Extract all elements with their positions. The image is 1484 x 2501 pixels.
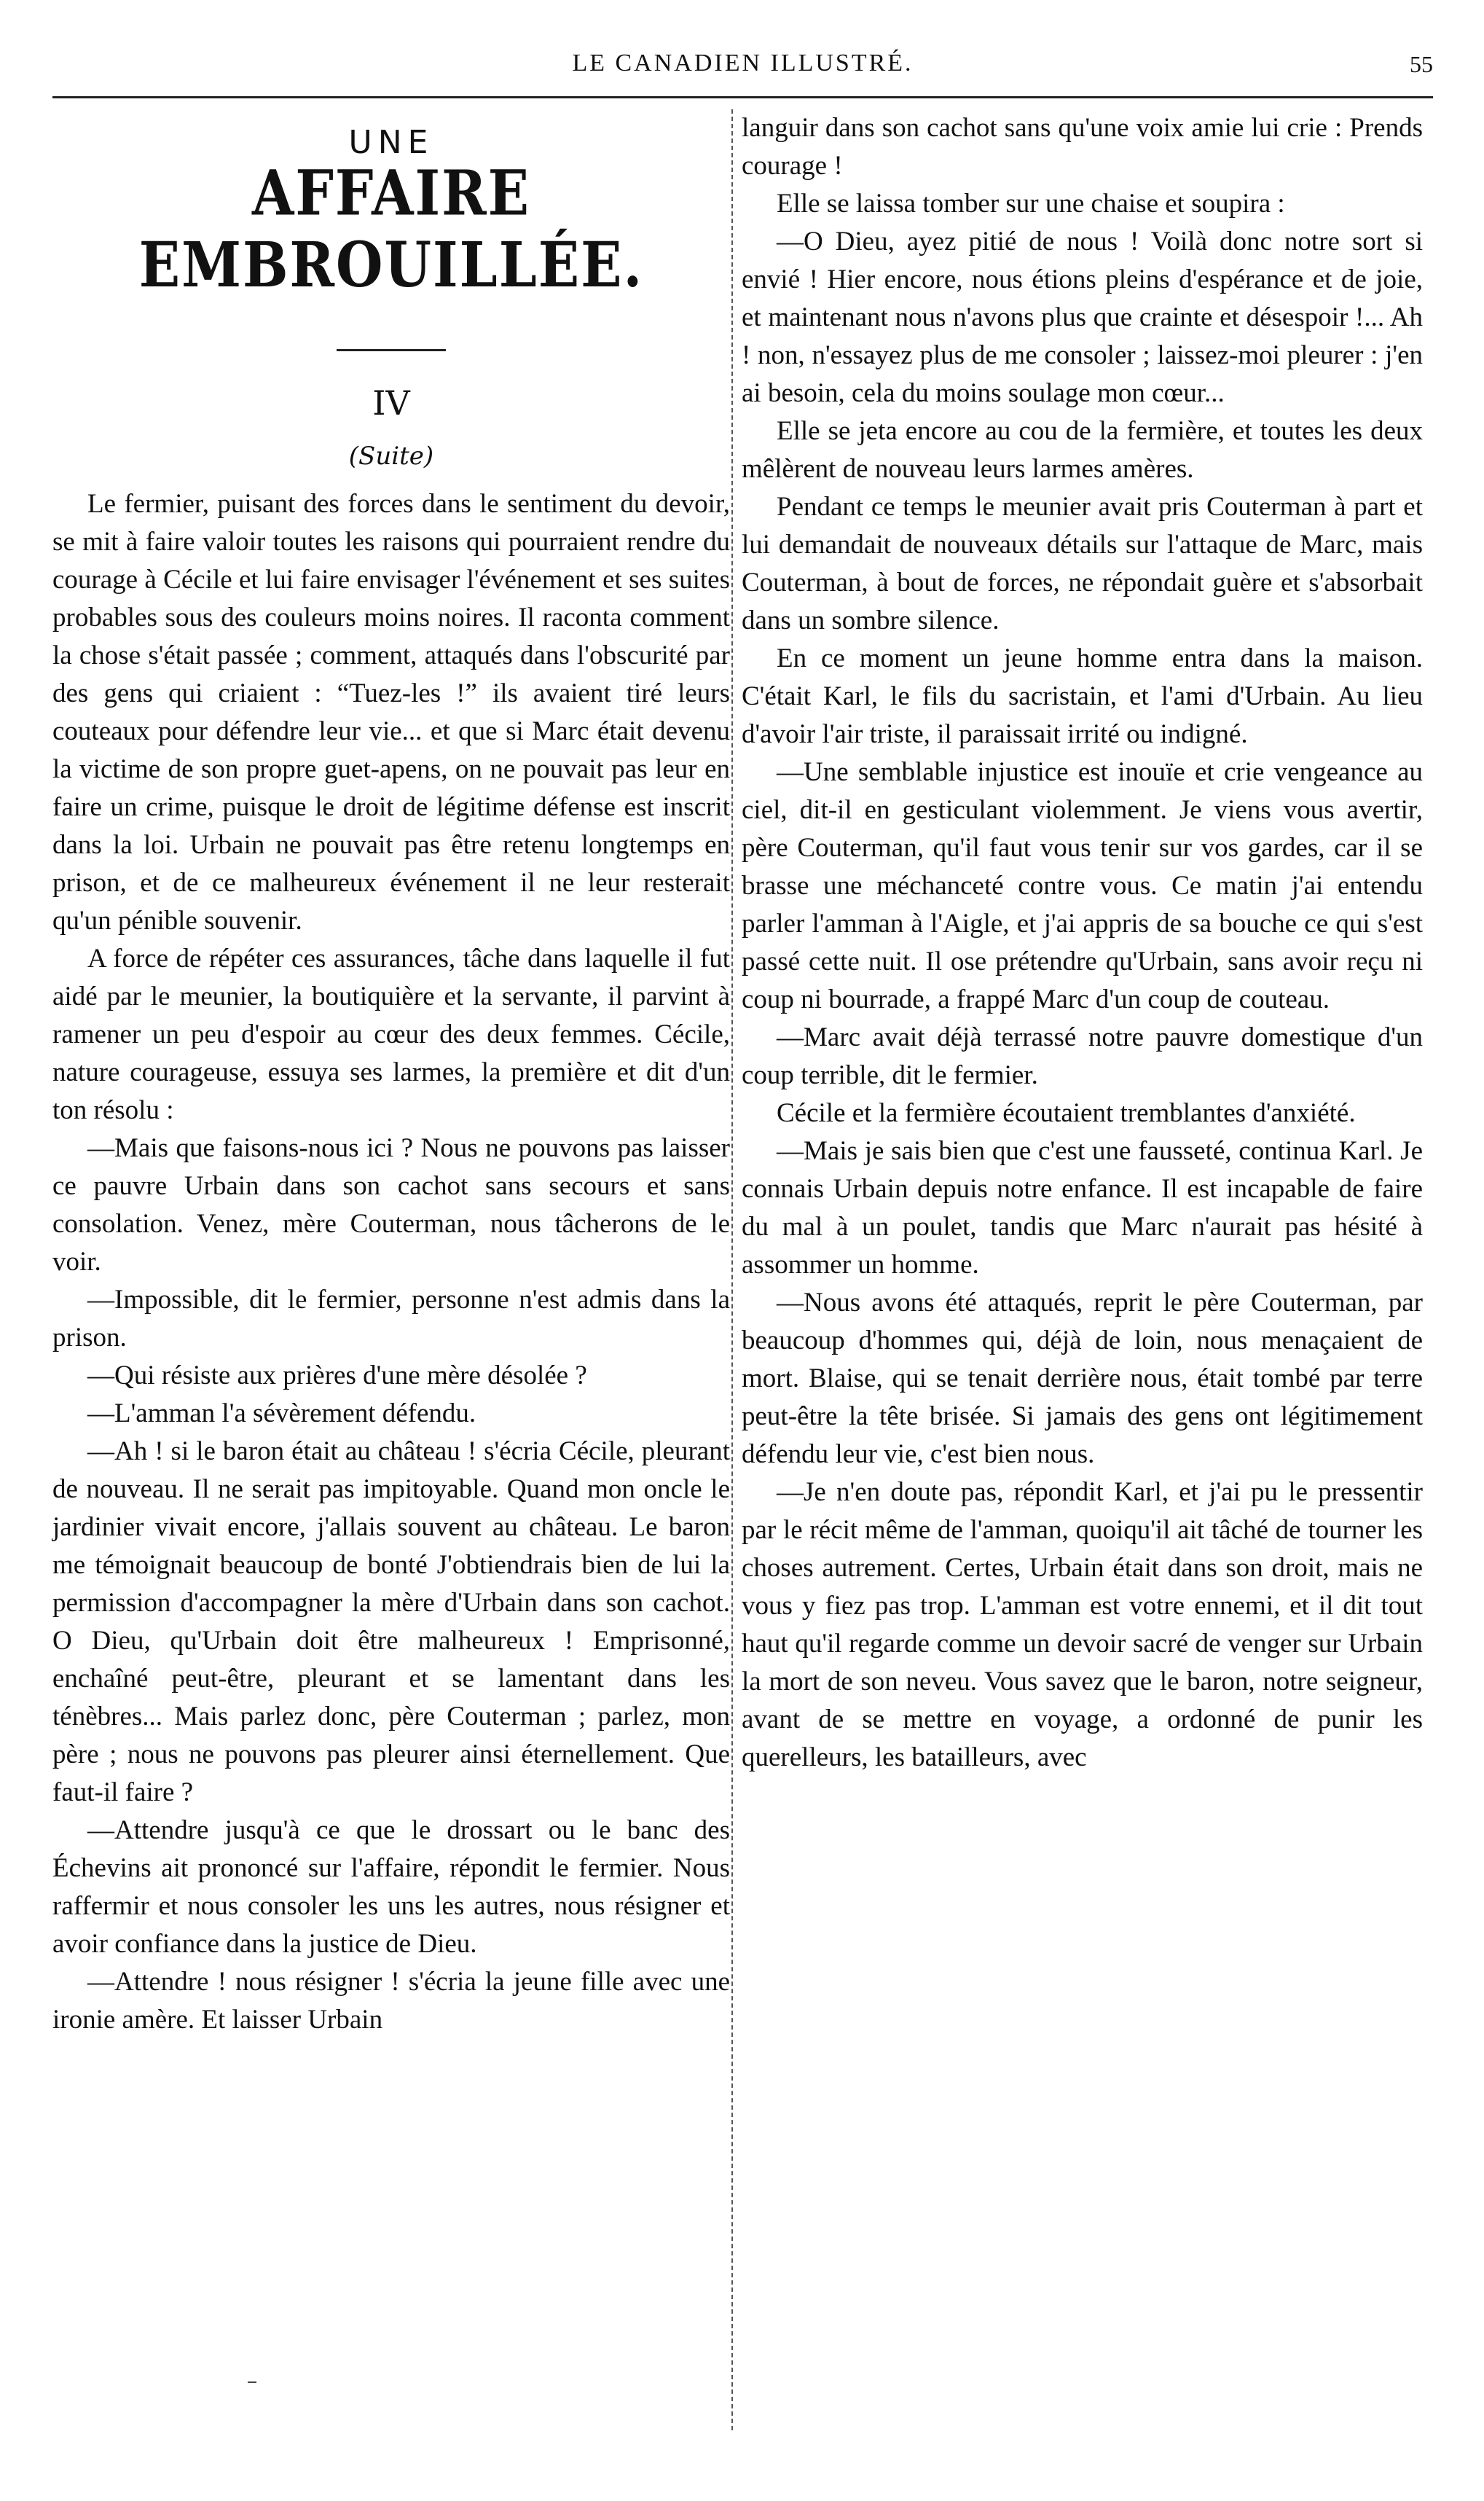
title-rule <box>337 349 446 351</box>
running-title: LE CANADIEN ILLUSTRÉ. <box>572 50 914 77</box>
paragraph: —Ah ! si le baron était au château ! s'écria Cécile, pleurant de nouveau. Il ne serait pas impitoyable. Quand mon oncle le jardinier vivait encore, j'allais souvent au château. Le baron me témoignait beaucoup de bonté J'obtiendrais bien de lui la permission d'accompagner la mère d'Urbain dans son cachot. O Dieu, qu'Urbain doit être malheureux ! Emprisonné, enchaîné peut-être, pleurant et se lamentant dans les ténèbres... Mais parlez donc, père Couterman ; parlez, mon père ; nous ne pouvons pas pleurer ainsi éternellement. Que faut-il faire ? <box>52 1436 730 1807</box>
header-rule <box>52 96 1433 98</box>
paragraph: —Une semblable injustice est inouïe et crie vengeance au ciel, dit-il en gesticulant violemment. Je viens vous avertir, père Couterman, qu'il faut vous tenir sur vos gardes, car il se brasse une méchanceté contre vous. Ce matin j'ai entendu parler l'amman à l'Aigle, et j'ai appris de sa bouche ce qui s'est passé cette nuit. Il ose prétendre qu'Urbain, sans avoir reçu ni coup ni bourrade, a frappé Marc d'un coup de couteau. <box>742 757 1423 1014</box>
chapter-suite: (Suite) <box>348 442 434 471</box>
paragraph: A force de répéter ces assurances, tâche dans laquelle il fut aidé par le meunier, la boutiquière et la servante, il parvint à ramener un peu d'espoir au cœur des deux femmes. Cécile, nature courageuse, essuya ses larmes, la première et dit d'un ton résolu : <box>52 944 730 1125</box>
paragraph: En ce moment un jeune homme entra dans la maison. C'était Karl, le fils du sacristain, et l'ami d'Urbain. Au lieu d'avoir l'air triste, il paraissait irrité ou indigné. <box>742 643 1423 749</box>
article-title-block <box>52 124 730 471</box>
paragraph: —O Dieu, ayez pitié de nous ! Voilà donc notre sort si envié ! Hier encore, nous étions pleins d'espérance et de joie, et maintenant nous n'avons plus que crainte et désespoir !... Ah ! non, n'essayez plus de me consoler ; laissez-moi pleurer : j'en ai besoin, cela du moins soulage mon cœur... <box>742 227 1423 408</box>
column-divider <box>731 109 733 2430</box>
article-title: AFFAIRE EMBROUILLÉE. <box>138 157 644 302</box>
left-column <box>52 109 730 2039</box>
paragraph: —Mais je sais bien que c'est une fausseté, continua Karl. Je connais Urbain depuis notre enfance. Il est incapable de faire du mal à un poulet, tandis que Marc n'aurait pas hésité à assommer un homme. <box>742 1136 1423 1280</box>
paragraph: —Attendre ! nous résigner ! s'écria la jeune fille avec une ironie amère. Et laisser Urbain <box>52 1967 730 2035</box>
paragraph: Cécile et la fermière écoutaient tremblantes d'anxiété. <box>777 1098 1356 1128</box>
page-number: 55 <box>1410 51 1433 77</box>
footer-mark <box>248 2381 256 2383</box>
paragraph: —L'amman l'a sévèrement défendu. <box>87 1398 476 1428</box>
paragraph: —Qui résiste aux prières d'une mère désolée ? <box>87 1361 587 1390</box>
page-header <box>52 50 1433 93</box>
paragraph: —Attendre jusqu'à ce que le drossart ou le banc des Échevins ait prononcé sur l'affaire, répondit le fermier. Nous raffermir et nous consoler les uns les autres, nous résigner et avoir confiance dans la justice de Dieu. <box>52 1815 730 1959</box>
paragraph: —Mais que faisons-nous ici ? Nous ne pouvons pas laisser ce pauvre Urbain dans son cachot sans secours et sans consolation. Venez, mère Couterman, nous tâcherons de le voir. <box>52 1133 730 1277</box>
paragraph: languir dans son cachot sans qu'une voix amie lui crie : Prends courage ! <box>742 113 1423 181</box>
paragraph: Le fermier, puisant des forces dans le sentiment du devoir, se mit à faire valoir toutes les raisons qui pourraient rendre du courage à Cécile et lui faire envisager l'événement et ses suites probables sous des couleurs moins noires. Il raconta comment la chose s'était passée ; comment, attaqués dans l'obscurité par des gens qui criaient : “Tuez-les !” ils avaient tiré leurs couteaux pour défendre leur vie... et que si Marc était devenu la victime de son propre guet-apens, on ne pouvait pas leur en faire un crime, puisque le droit de légitime défense est inscrit dans la loi. Urbain ne pouvait pas être retenu longtemps en prison, et de ce malheureux événement il ne leur resterait qu'un pénible souvenir. <box>52 489 730 936</box>
paragraph: —Marc avait déjà terrassé notre pauvre domestique d'un coup terrible, dit le fermier. <box>742 1022 1423 1090</box>
paragraph: Elle se jeta encore au cou de la fermière, et toutes les deux mêlèrent de nouveau leurs larmes amères. <box>742 416 1423 484</box>
paragraph: —Nous avons été attaqués, reprit le père Couterman, par beaucoup d'hommes qui, déjà de loin, nous menaçaient de mort. Blaise, qui se tenait derrière nous, était tombé par terre peut-être la tête brisée. Si jamais des gens ont légitimement défendu leur vie, c'est bien nous. <box>742 1288 1423 1469</box>
chapter-number: IV <box>372 383 410 423</box>
paragraph: Elle se laissa tomber sur une chaise et soupira : <box>777 189 1285 219</box>
paragraph: —Je n'en doute pas, répondit Karl, et j'ai pu le pressentir par le récit même de l'amman, quoiqu'il ait tâché de tourner les choses autrement. Certes, Urbain était dans son droit, mais ne vous y fiez pas trop. L'amman est votre ennemi, et il dit tout haut qu'il regarde comme un devoir sacré de venger sur Urbain la mort de son neveu. Vous savez que le baron, notre seigneur, avant de se mettre en voyage, a ordonné de punir les querelleurs, les batailleurs, avec <box>742 1477 1423 1772</box>
right-column <box>742 109 1423 1777</box>
article-kicker: UNE <box>348 124 434 161</box>
paragraph: Pendant ce temps le meunier avait pris Couterman à part et lui demandait de nouveaux détails sur l'attaque de Marc, mais Couterman, à bout de forces, ne répondait guère et s'absorbait dans un sombre silence. <box>742 492 1423 635</box>
paragraph: —Impossible, dit le fermier, personne n'est admis dans la prison. <box>52 1285 730 1353</box>
